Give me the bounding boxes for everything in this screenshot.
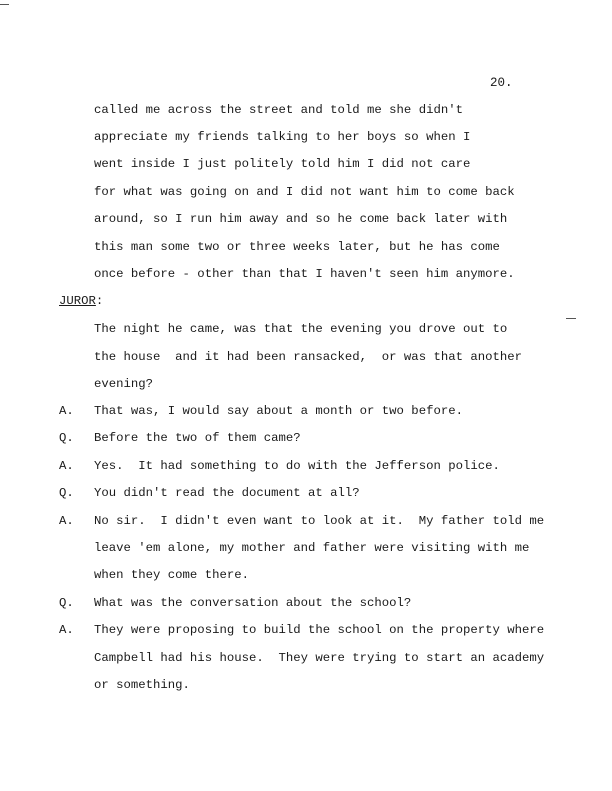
text-line: Campbell had his house. They were trying to start an academy	[94, 651, 545, 665]
speaker-label: Q.	[59, 431, 74, 445]
speaker-label: A.	[59, 459, 74, 473]
text-line: They were proposing to build the school on the property where	[94, 623, 545, 637]
text-line: leave 'em alone, my mother and father were visiting with me	[94, 541, 530, 555]
speaker-label: Q.	[59, 486, 74, 500]
text-line: appreciate my friends talking to her boys so when I	[94, 130, 471, 144]
scan-mark-right	[566, 318, 576, 319]
text-line: That was, I would say about a month or two before.	[94, 404, 463, 418]
text-line: called me across the street and told me she didn't	[94, 103, 463, 117]
text-line: went inside I just politely told him I did not care	[94, 157, 471, 171]
text-line: What was the conversation about the school?	[94, 596, 412, 610]
text-line: when they come there.	[94, 568, 249, 582]
text-line: this man some two or three weeks later, but he has come	[94, 240, 500, 254]
juror-heading	[59, 294, 103, 308]
text-line: No sir. I didn't even want to look at it. My father told me	[94, 514, 545, 528]
text-line: for what was going on and I did not want him to come back	[94, 185, 515, 199]
text-line: Yes. It had something to do with the Jefferson police.	[94, 459, 500, 473]
text-line: or something.	[94, 678, 190, 692]
text-line: Before the two of them came?	[94, 431, 301, 445]
text-line: around, so I run him away and so he come back later with	[94, 212, 508, 226]
text-line: once before - other than that I haven't seen him anymore.	[94, 267, 515, 281]
text-line: The night he came, was that the evening you drove out to	[94, 322, 508, 336]
juror-label: JUROR	[59, 294, 96, 308]
speaker-label: A.	[59, 514, 74, 528]
text-line: evening?	[94, 377, 154, 391]
speaker-label: Q.	[59, 596, 74, 610]
speaker-label: A.	[59, 404, 74, 418]
juror-colon: :	[95, 294, 104, 308]
scan-mark-top-left	[0, 4, 9, 5]
speaker-label: A.	[59, 623, 74, 637]
text-line: the house and it had been ransacked, or was that another	[94, 350, 523, 364]
text-line: You didn't read the document at all?	[94, 486, 360, 500]
page-number: 20.	[490, 76, 513, 90]
